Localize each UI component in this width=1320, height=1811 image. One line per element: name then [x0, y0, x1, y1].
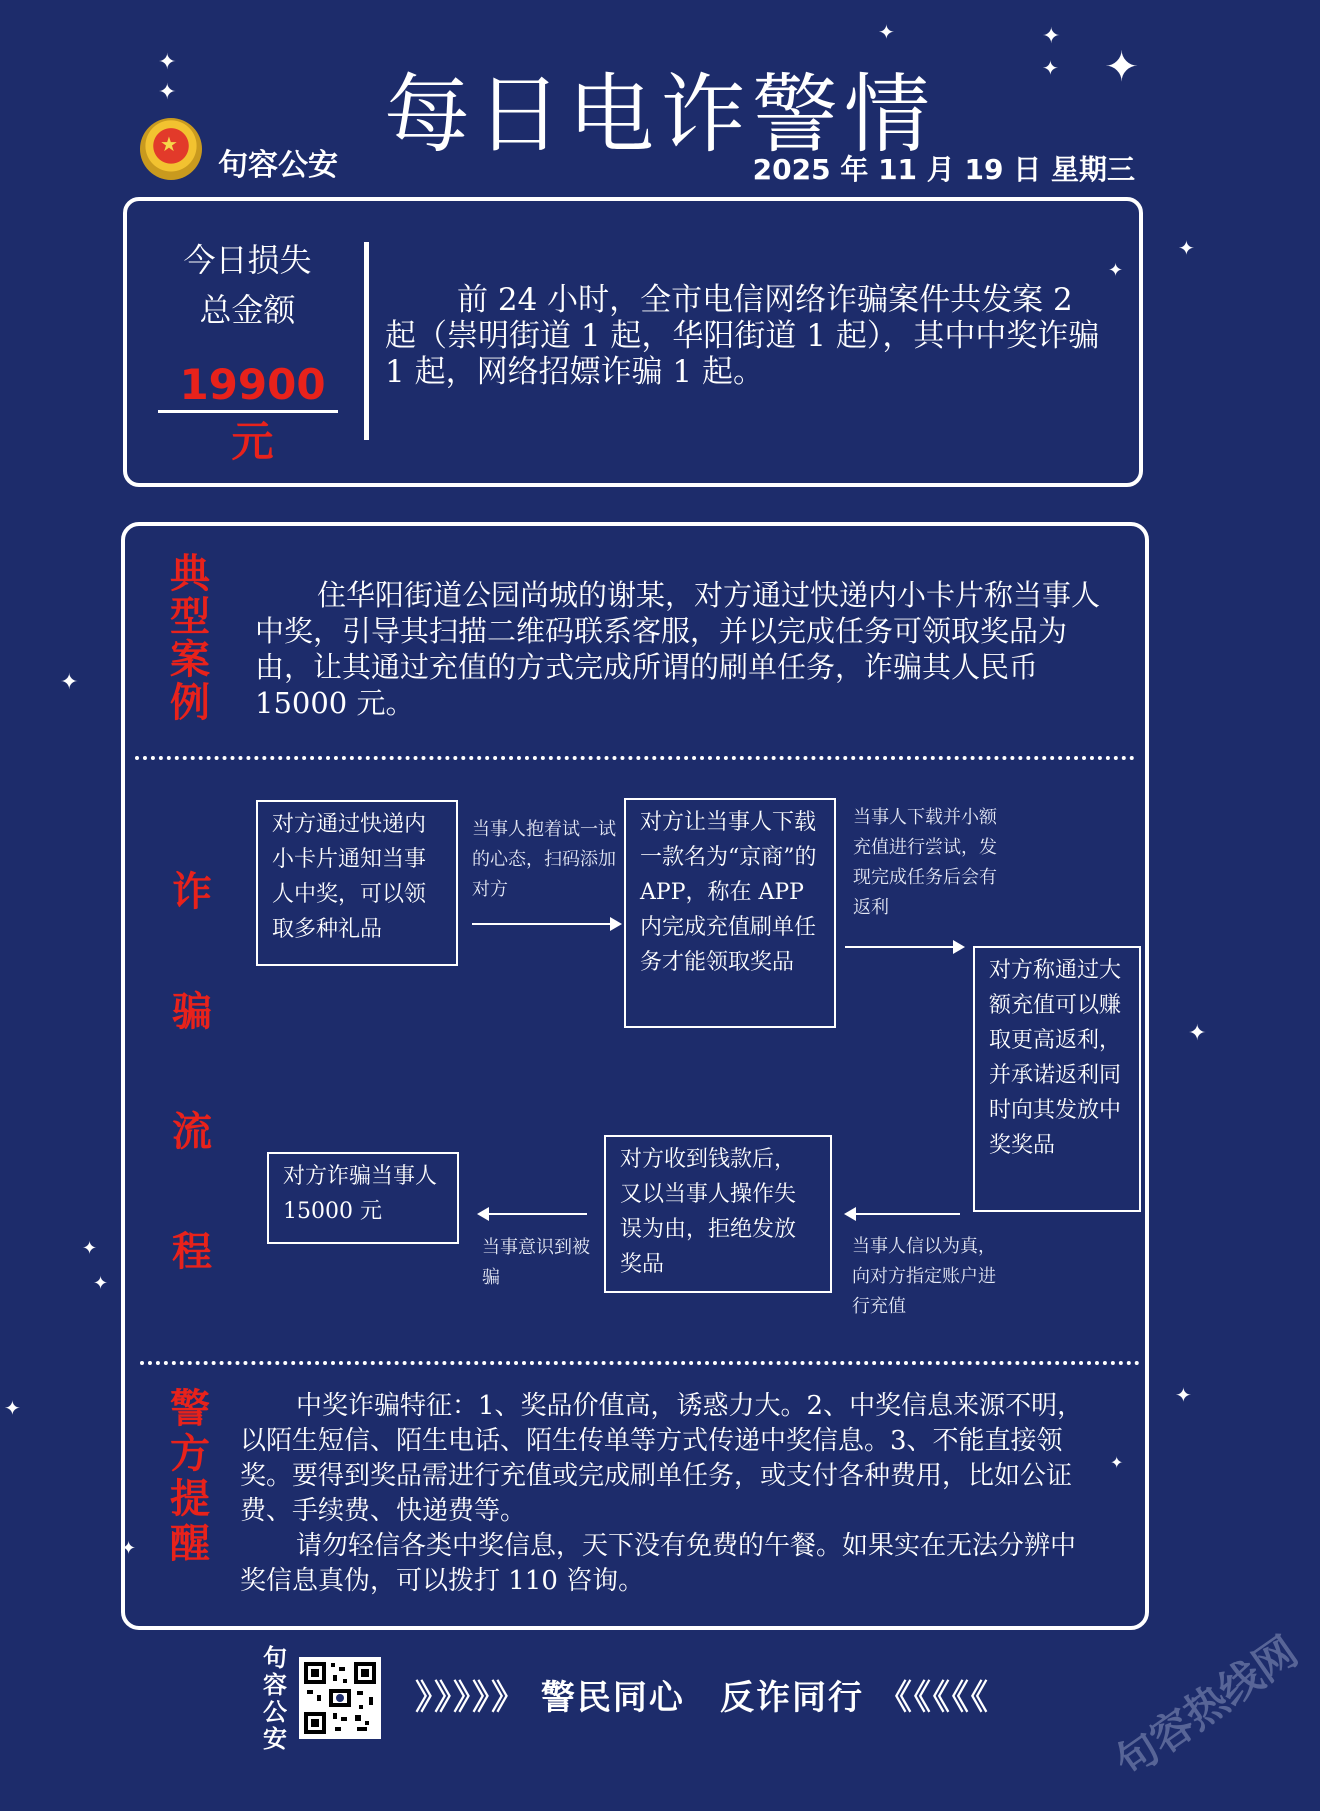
loss-amount: 19900 元: [179, 360, 326, 466]
divider-dotted: [140, 1361, 1140, 1365]
sparkle-star-icon: ✦: [1178, 236, 1195, 260]
case-heading-char: 典: [170, 551, 210, 597]
qr-code[interactable]: [299, 1657, 381, 1739]
sparkle-star-icon: ✦: [1110, 1453, 1124, 1472]
warning-heading-char: 提: [170, 1476, 210, 1522]
warning-paragraph: 请勿轻信各类中奖信息，天下没有免费的午餐。如果实在无法分辨中奖信息真伪，可以拨打 110 咨询。: [240, 1531, 1077, 1596]
case-heading-char: 例: [170, 680, 210, 726]
footer-org-char: 容: [263, 1671, 287, 1699]
case-heading-char: 型: [170, 594, 210, 640]
badge-star-icon: ★: [160, 132, 178, 156]
flow-heading-char: 程: [172, 1229, 212, 1275]
divider-vertical: [364, 242, 369, 440]
page-title: 每日电诈警情: [384, 65, 936, 165]
warning-heading-char: 方: [170, 1431, 210, 1477]
slogan-right: 反诈同行 《《《《《: [720, 1678, 990, 1718]
flow-note: 当事人信以为真，向对方指定账户进行充值: [852, 1236, 996, 1317]
warning-text: [240, 1389, 1100, 1599]
sparkle-star-icon: ✦: [1042, 56, 1059, 80]
flow-note: 当事意识到被骗: [482, 1237, 590, 1288]
footer-org-char: 公: [263, 1698, 287, 1726]
case-heading: [160, 553, 220, 725]
case-text: 住华阳街道公园尚城的谢某，对方通过快递内小卡片称当事人中奖，引导其扫描二维码联系客服，并以完成任务可领取奖品为由，让其通过充值的方式完成所谓的刷单任务，诈骗其人民币 15000 元。: [255, 578, 1101, 720]
footer-org-char: 句: [263, 1644, 287, 1672]
warning-heading: [160, 1387, 220, 1567]
flow-arrow-left: [479, 1213, 587, 1215]
sparkle-star-icon: ✦: [1175, 1383, 1192, 1407]
date-label: 2025 年 11 月 19 日 星期三: [752, 153, 1135, 186]
flow-note: 当事人下载并小额充值进行尝试，发现完成任务后会有返利: [853, 807, 997, 918]
flow-step: 对方收到钱款后，又以当事人操作失误为由，拒绝发放奖品: [604, 1135, 832, 1293]
flow-arrow-right: [845, 946, 963, 948]
warning-heading-char: 醒: [170, 1521, 210, 1567]
flow-note: 当事人抱着试一试的心态，扫码添加对方: [472, 819, 616, 900]
warning-heading-char: 警: [170, 1386, 210, 1432]
sparkle-star-icon: ✦: [158, 80, 177, 105]
loss-label-line1: 今日损失: [183, 241, 312, 279]
footer-org-vertical: [258, 1645, 292, 1753]
sparkle-star-icon: ✦: [1108, 260, 1124, 281]
flow-arrow-left: [846, 1213, 960, 1215]
sparkle-star-icon: ✦: [1188, 1021, 1207, 1046]
warning-paragraph: 中奖诈骗特征：1、奖品价值高，诱惑力大。2、中奖信息来源不明，以陌生短信、陌生电话、陌生传单等方式传递中奖信息。3、不能直接领奖。要得到奖品需进行充值或完成刷单任务，或支付各种费用，比如公证费、手续费、快递费等。: [240, 1391, 1084, 1526]
sparkle-star-icon: ✦: [878, 20, 895, 44]
daily-summary-text: 前 24 小时，全市电信网络诈骗案件共发案 2 起（崇明街道 1 起，华阳街道 1 起），其中中奖诈骗 1 起，网络招嫖诈骗 1 起。: [385, 282, 1100, 390]
sparkle-star-icon: ✦: [4, 1396, 21, 1420]
case-heading-char: 案: [170, 637, 210, 683]
footer-org-char: 安: [263, 1725, 287, 1753]
sparkle-star-icon: ✦: [1042, 24, 1061, 49]
flow-heading-char: 骗: [172, 989, 212, 1035]
police-badge-logo: [140, 118, 202, 180]
divider-dotted: [135, 756, 1135, 760]
sparkle-star-icon: ✦: [93, 1273, 109, 1294]
loss-underline: [158, 410, 338, 413]
flow-arrow-right: [472, 923, 620, 925]
sparkle-star-icon: ✦: [82, 1238, 98, 1259]
flow-step: 对方通过快递内小卡片通知当事人中奖，可以领取多种礼品: [256, 800, 458, 966]
sparkle-star-icon: ✦: [158, 50, 177, 75]
flow-step: 对方诈骗当事人 15000 元: [267, 1152, 459, 1244]
sparkle-star-icon: ✦: [121, 1538, 137, 1559]
slogan-left: 》》》》》 警民同心: [415, 1678, 685, 1718]
sparkle-star-icon: ✦: [1104, 42, 1140, 91]
sparkle-star-icon: ✦: [60, 670, 79, 695]
flow-heading-char: 流: [172, 1109, 212, 1155]
loss-label-line2: 总金额: [199, 291, 296, 329]
flow-heading: [162, 832, 222, 1312]
org-name: 句容公安: [218, 148, 338, 183]
flow-step: 对方称通过大额充值可以赚取更高返利，并承诺返利同时向其发放中奖奖品: [973, 946, 1141, 1212]
flow-step: 对方让当事人下载一款名为“京商”的 APP，称在 APP 内完成充值刷单任务才能领取奖品: [624, 798, 836, 1028]
flow-heading-char: 诈: [172, 869, 212, 915]
loss-label: [160, 235, 335, 335]
watermark-logo: 句容热线网: [1106, 1626, 1307, 1788]
